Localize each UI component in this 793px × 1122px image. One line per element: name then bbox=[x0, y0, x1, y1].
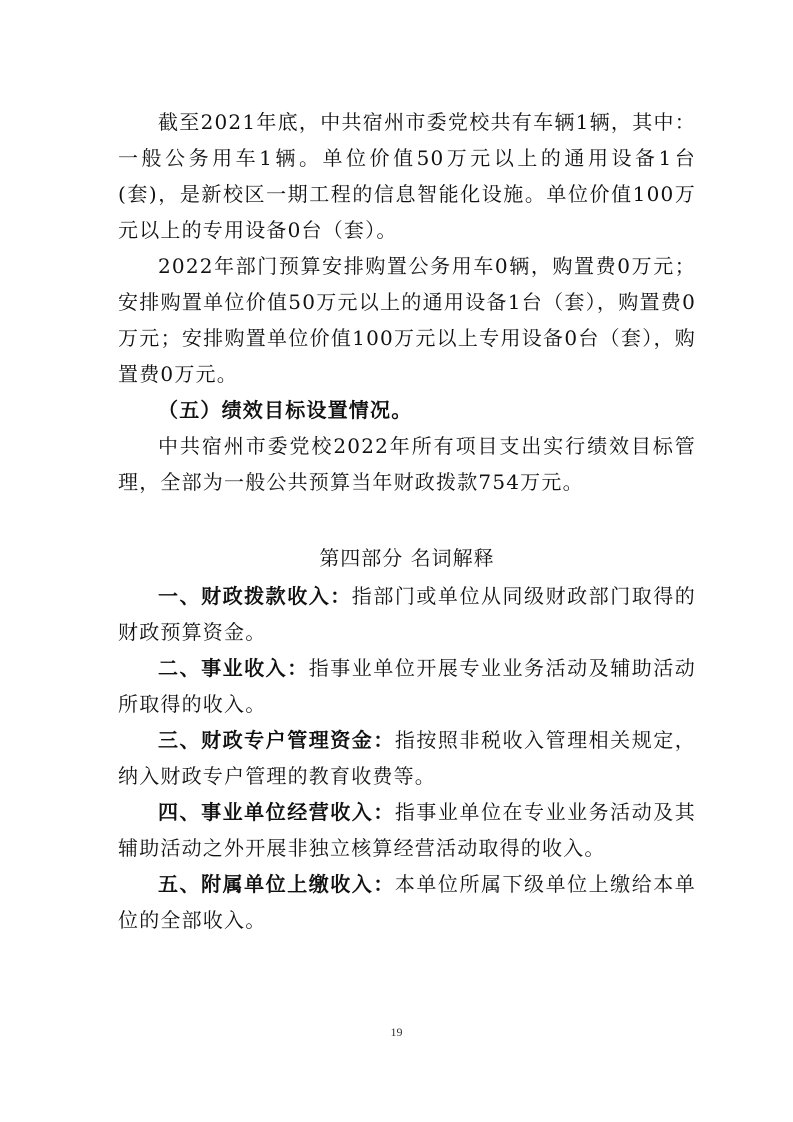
paragraph-performance-management: 中共宿州市委党校2022年所有项目支出实行绩效目标管理，全部为一般公共预算当年财政拨款754万元。 bbox=[118, 434, 696, 494]
term-definition: 本单位所属下级单位上缴给本单位的全部收入。 bbox=[118, 872, 696, 932]
term-definition: 指按照非税收入管理相关规定，纳入财政专户管理的教育收费等。 bbox=[118, 728, 696, 788]
term-item bbox=[118, 578, 696, 650]
term-item bbox=[118, 866, 696, 938]
paragraph-vehicles-assets: 截至2021年底，中共宿州市委党校共有车辆1辆，其中：一般公务用车1辆。单位价值50万元以上的通用设备1台(套)，是新校区一期工程的信息智能化设施。单位价值100万元以上的专用设备0台（套）。 bbox=[118, 110, 696, 242]
term-label: 二、事业收入： bbox=[158, 656, 309, 680]
term-definition: 指事业单位在专业业务活动及其辅助活动之外开展非独立核算经营活动取得的收入。 bbox=[118, 800, 696, 860]
page-number: 19 bbox=[390, 1025, 403, 1039]
section-title: 第四部分 名词解释 bbox=[319, 546, 495, 570]
term-item bbox=[118, 794, 696, 866]
paragraph-purchase-budget: 2022年部门预算安排购置公务用车0辆，购置费0万元；安排购置单位价值50万元以上的通用设备1台（套），购置费0万元；安排购置单位价值100万元以上专用设备0台（套），购置费0万元。 bbox=[118, 254, 696, 386]
term-definition: 指部门或单位从同级财政部门取得的财政预算资金。 bbox=[118, 584, 696, 644]
term-label: 一、财政拨款收入： bbox=[158, 584, 352, 608]
term-item bbox=[118, 650, 696, 722]
term-label: 五、附属单位上缴收入： bbox=[158, 872, 395, 896]
term-item bbox=[118, 722, 696, 794]
subheading-performance-goals: （五）绩效目标设置情况。 bbox=[158, 398, 413, 422]
term-definition: 指事业单位开展专业业务活动及辅助活动所取得的收入。 bbox=[118, 656, 696, 716]
page-content bbox=[118, 104, 696, 938]
term-label: 四、事业单位经营收入： bbox=[158, 800, 395, 824]
term-label: 三、财政专户管理资金： bbox=[158, 728, 395, 752]
